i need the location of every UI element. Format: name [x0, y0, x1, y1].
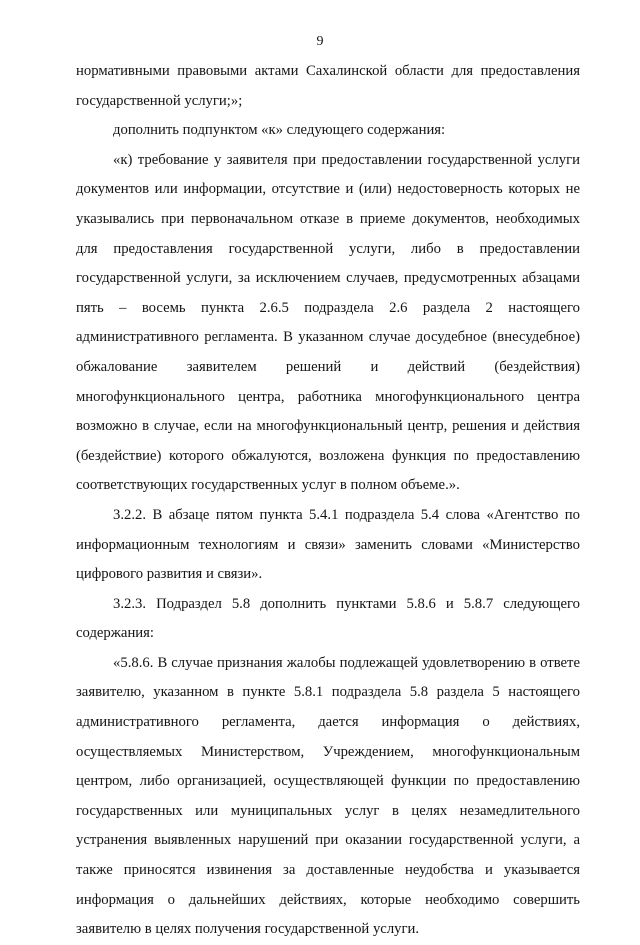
page-number: 9	[316, 34, 324, 49]
paragraph-amend-subpoint: дополнить подпунктом «к» следующего содержания:	[113, 122, 446, 139]
paragraph-subpoint-k: «к) требование у заявителя при предоставлении государственной услуги документов или информации, отсутствие и (или) недостоверность которых не указывались при первоначальном отказе в приеме документов, необходимых для предоставления государственной услуги, либо в предоставлении государственной услуги, за исключением случаев, предусмотренных абзацами пять – восемь пункта 2.6.5 подраздела 2.6 раздела 2 настоящего административного регламента. В указанном случае досудебное (внесудебное) обжалование заявителем решений и действий (бездействия) многофункционального центра, работника многофункционального центра возможно в случае, если на многофункциональный центр, решения и действия (бездействие) которого обжалуются, возложена функция по предоставлению соответствующих государственных услуг в полном объеме.».	[76, 151, 580, 494]
document-body	[76, 57, 580, 945]
paragraph-continuation: нормативными правовыми актами Сахалинской области для предоставления государственной услуги;»;	[76, 63, 580, 109]
paragraph-3-2-3: 3.2.3. Подраздел 5.8 дополнить пунктами 5.8.6 и 5.8.7 следующего содержания:	[76, 595, 580, 642]
paragraph-3-2-2: 3.2.2. В абзаце пятом пункта 5.4.1 подраздела 5.4 слова «Агентство по информационным технологиям и связи» заменить словами «Министерство цифрового развития и связи».	[76, 506, 580, 583]
paragraph-5-8-6: «5.8.6. В случае признания жалобы подлежащей удовлетворению в ответе заявителю, указанном в пункте 5.8.1 подраздела 5.8 раздела 5 настоящего административного регламента, дается информация о действиях, осуществляемых Министерством, Учреждением, многофункциональным центром, либо организацией, осуществляющей функции по предоставлению государственных или муниципальных услуг в целях незамедлительного устранения выявленных нарушений при оказании государственной услуги, а также приносятся извинения за доставленные неудобства и указывается информация о дальнейших действиях, которые необходимо совершить заявителю в целях получения государственной услуги.	[76, 654, 580, 938]
